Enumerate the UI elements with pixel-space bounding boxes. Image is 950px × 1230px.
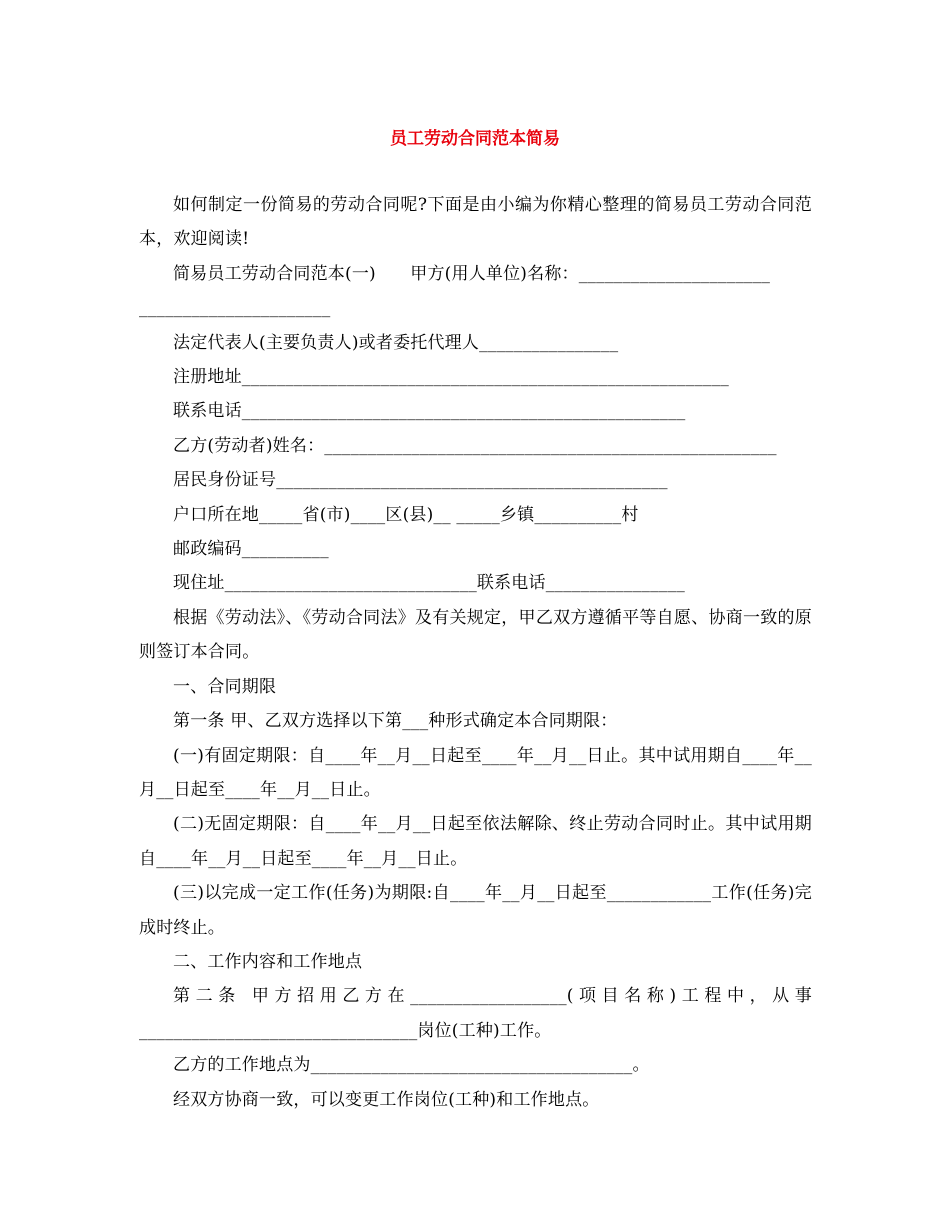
paragraph-reg-address: 注册地址________________________________________________________ <box>173 367 729 388</box>
paragraph-task-term: (三)以完成一定工作(任务)为期限:自____年__月__日起至____________工作(任务)完成时终止。 <box>139 883 812 938</box>
paragraph-postcode: 邮政编码__________ <box>173 539 329 560</box>
section-heading-work: 二、工作内容和工作地点 <box>173 951 363 972</box>
paragraph-household: 户口所在地_____省(市)____区(县)__ _____乡镇__________村 <box>173 504 639 525</box>
document-title: 员工劳动合同范本简易 <box>390 129 560 149</box>
employer-name-field: 甲方(用人单位)名称：______________________ <box>410 263 771 284</box>
paragraph-basis: 根据《劳动法》、《劳动合同法》及有关规定，甲乙双方遵循平等自愿、协商一致的原则签订本合同。 <box>139 607 812 663</box>
paragraph-article-2: 第二条 甲方招用乙方在__________________(项目名称)工程中，从事________________________________岗位(工种)工作。 <box>139 986 812 1041</box>
paragraph-legal-rep: 法定代表人(主要负责人)或者委托代理人________________ <box>173 332 619 353</box>
paragraph-fixed-term: (一)有固定期限：自____年__月__日起至____年__月__日止。其中试用期自____年__月__日起至____年__月__日止。 <box>139 745 812 800</box>
paragraph-change: 经双方协商一致，可以变更工作岗位(工种)和工作地点。 <box>173 1089 600 1110</box>
paragraph-sample-header <box>139 257 812 291</box>
paragraph-employee-name: 乙方(劳动者)姓名：____________________________________________________ <box>173 435 777 456</box>
sample-label: 简易员工劳动合同范本(一) <box>173 263 411 284</box>
section-heading-term: 一、合同期限 <box>173 676 277 697</box>
paragraph-work-place: 乙方的工作地点为_____________________________________。 <box>173 1055 650 1076</box>
document-body <box>139 188 812 1117</box>
paragraph-phone: 联系电话___________________________________________________ <box>173 401 686 422</box>
paragraph-open-term: (二)无固定期限：自____年__月__日起至依法解除、终止劳动合同时止。其中试用期自____年__月__日起至____年__月__日止。 <box>139 814 812 869</box>
paragraph-id-number: 居民身份证号_____________________________________________ <box>173 470 668 491</box>
paragraph-intro: 如何制定一份简易的劳动合同呢?下面是由小编为你精心整理的简易员工劳动合同范本，欢迎阅读! <box>139 195 812 250</box>
paragraph-article-1: 第一条 甲、乙双方选择以下第___种形式确定本合同期限： <box>173 711 618 732</box>
paragraph-current-address: 现住址_____________________________联系电话________________ <box>173 573 685 594</box>
employer-name-continuation: ______________________ <box>139 298 331 319</box>
